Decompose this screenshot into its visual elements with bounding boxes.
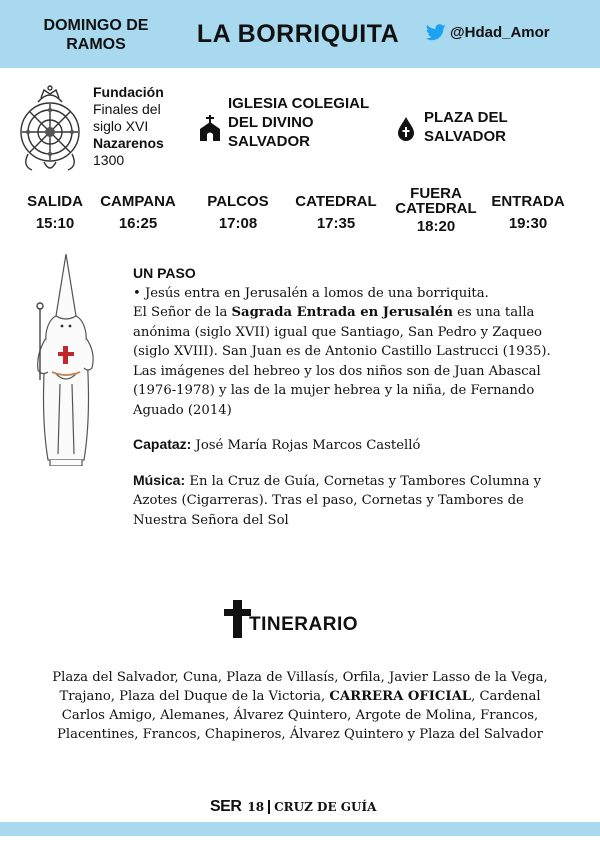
foundation-info <box>93 84 177 169</box>
time-value: 17:08 <box>218 215 258 232</box>
page-number: 18 <box>247 800 265 814</box>
capataz-label: Capataz: <box>133 436 192 452</box>
desc-post: es una talla anónima (siglo XVII) igual que Santiago, San Pedro y Zaqueo (siglo XVIII). San Juan es de Antonio Castillo Lastrucci (1935). Las imágenes del hebreo y los dos niños son de Juan Abascal (1976-1978) y las de la mujer hebrea y la niña, de Fernando Aguado (2014) <box>133 305 551 418</box>
time-palcos <box>196 194 280 232</box>
nazarenos-value: 1300 <box>93 152 125 168</box>
paso-heading: UN PASO <box>133 265 196 281</box>
page-title: LA BORRIQUITA <box>196 20 400 48</box>
route-post: , Cardenal Carlos Amigo, Alemanes, Álvarez Quintero, Argote de Molina, Francos, Placentines, Francos, Chapineros, Álvarez Quintero y Plaza del Salvador <box>57 689 543 742</box>
footer-band <box>0 822 600 836</box>
twitter-bird-icon <box>426 24 446 41</box>
paso-summary: • Jesús entra en Jerusalén a lomos de una borriquita. <box>133 285 489 301</box>
footer-brand <box>210 798 376 816</box>
paso-section <box>133 264 573 530</box>
itinerario-route <box>40 668 560 744</box>
church-icon <box>199 115 221 141</box>
church-name: IGLESIA COLEGIAL DEL DIVINO SALVADOR <box>228 95 369 150</box>
time-salida <box>20 194 90 232</box>
route-bold: CARRERA OFICIAL <box>329 689 472 704</box>
musica-label: Música: <box>133 471 186 488</box>
time-label: ENTRADA <box>491 193 565 210</box>
divider <box>268 800 270 814</box>
desc-pre: El Señor de la <box>133 305 232 320</box>
time-value: 18:20 <box>416 218 456 235</box>
day-label: DOMINGO DE RAMOS <box>43 17 149 53</box>
time-label: PALCOS <box>207 193 269 210</box>
time-campana <box>92 194 184 232</box>
nazareno-illustration <box>30 254 102 466</box>
route-pre: Plaza del Salvador, Cuna, Plaza de Villasís, Orfila, Javier Lasso de la Vega, Trajano, Plaza del Duque de la Victoria, <box>52 670 548 704</box>
musica <box>133 471 573 531</box>
time-entrada <box>484 194 572 232</box>
itinerario-title: TINERARIO <box>249 614 358 635</box>
time-value: 19:30 <box>508 215 548 232</box>
schedule-times <box>0 186 600 238</box>
time-label: CATEDRAL <box>295 193 377 210</box>
twitter-handle[interactable] <box>426 24 550 41</box>
time-label: FUERA CATEDRAL <box>395 185 477 217</box>
twitter-handle-text: @Hdad_Amor <box>450 24 550 41</box>
time-label: CAMPANA <box>100 193 176 210</box>
itinerario-heading <box>224 600 358 638</box>
fundacion-label: Fundación <box>93 84 164 100</box>
header-band <box>0 0 600 68</box>
musica-value: En la Cruz de Guía, Cornetas y Tambores Columna y Azotes (Cigarreras). Tras el paso, Cornetas y Tambores de Nuestra Señora del Sol <box>133 473 542 528</box>
nazarenos-label: Nazarenos <box>93 135 164 151</box>
cross-icon <box>224 600 252 638</box>
fundacion-value: Finales del siglo XVI <box>93 101 161 134</box>
brotherhood-crest <box>14 84 86 176</box>
time-value: 17:35 <box>316 215 356 232</box>
paso-description <box>133 303 573 420</box>
time-fuera-catedral <box>388 186 484 235</box>
capataz <box>133 435 573 456</box>
section-name: CRUZ DE GUÍA <box>274 800 377 814</box>
time-catedral <box>288 194 384 232</box>
time-label: SALIDA <box>27 193 83 210</box>
time-value: 16:25 <box>118 215 158 232</box>
time-value: 15:10 <box>35 215 75 232</box>
desc-bold: Sagrada Entrada en Jerusalén <box>231 305 453 320</box>
capataz-value: José María Rojas Marcos Castelló <box>191 438 421 453</box>
drop-cross-icon <box>397 117 415 141</box>
ser-logo: SER <box>210 798 242 815</box>
plaza-name: PLAZA DEL SALVADOR <box>424 109 508 145</box>
